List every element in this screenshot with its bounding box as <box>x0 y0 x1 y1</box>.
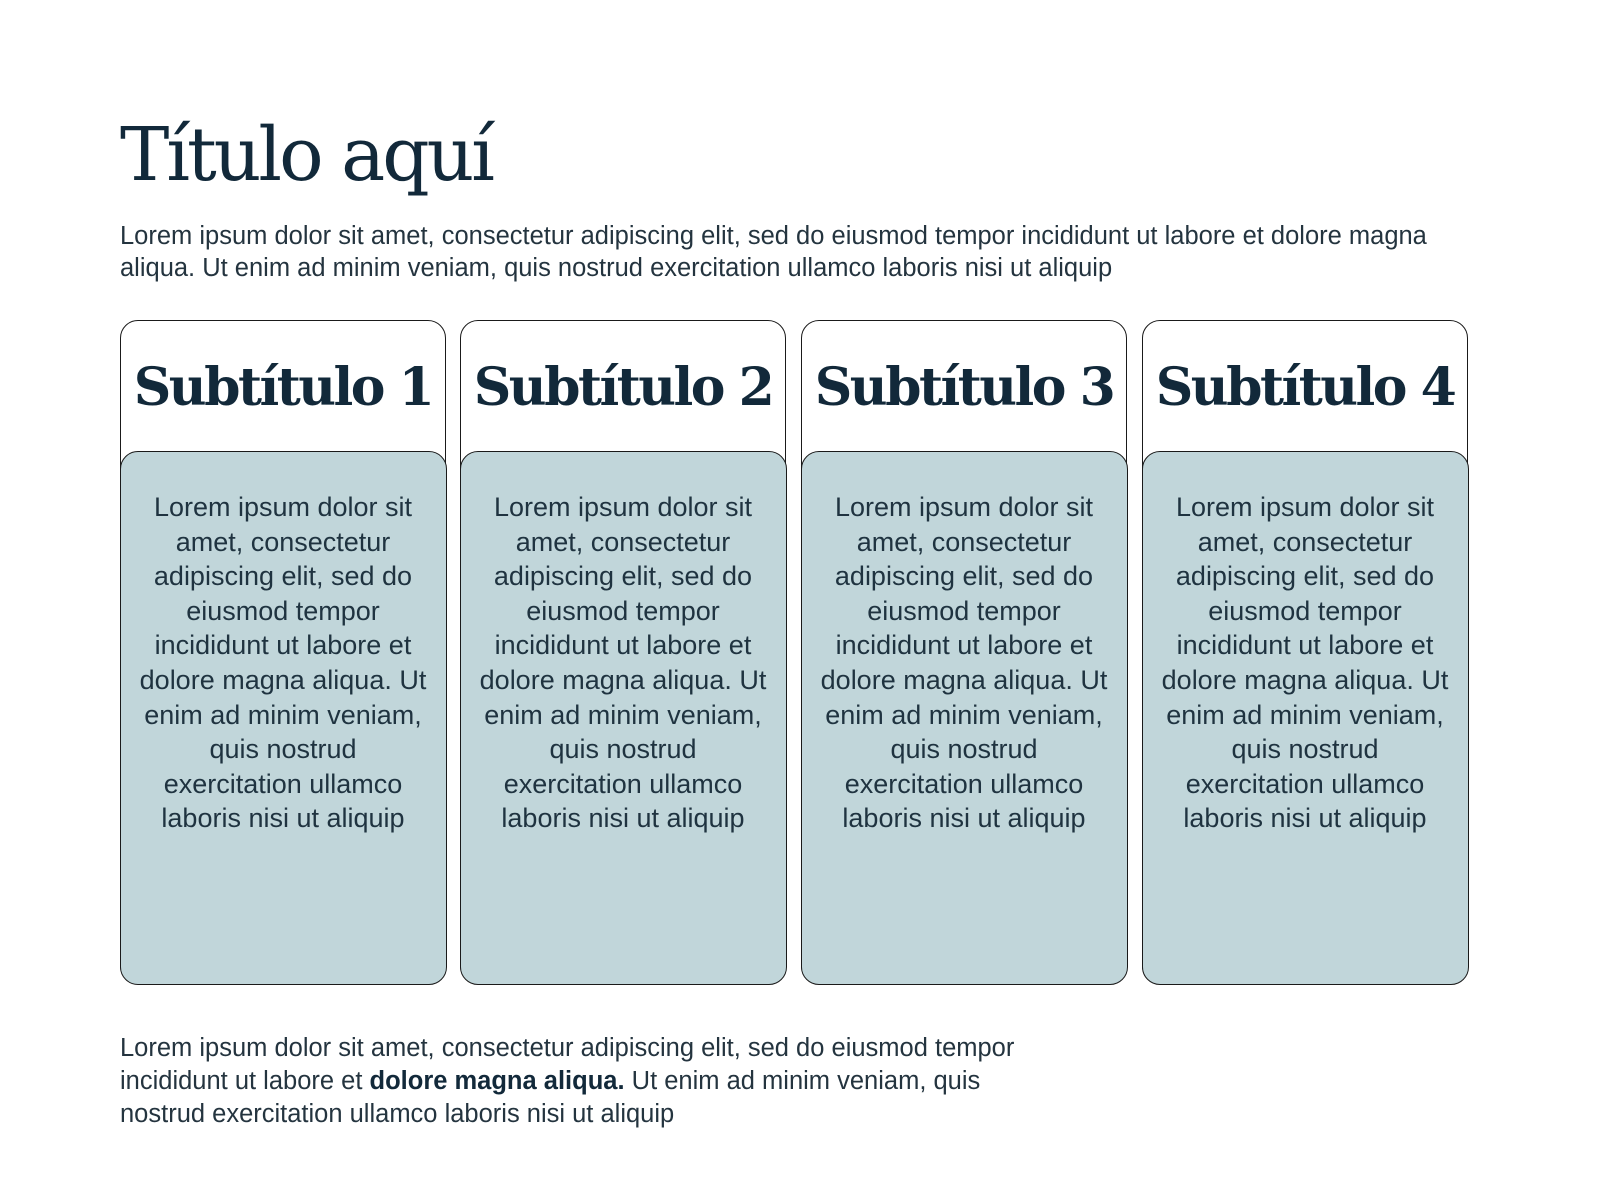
card-body-text: Lorem ipsum dolor sit amet, consectetur adipiscing elit, sed do eiusmod tempor incididunt ut labore et dolore magna aliqua. Ut enim ad minim veniam, quis nostrud exercitation ullamco laboris nisi ut aliquip <box>1142 451 1469 985</box>
card-body-text: Lorem ipsum dolor sit amet, consectetur adipiscing elit, sed do eiusmod tempor incididunt ut labore et dolore magna aliqua. Ut enim ad minim veniam, quis nostrud exercitation ullamco laboris nisi ut aliquip <box>801 451 1128 985</box>
footer-text-end: Ut enim ad minim veniam, quis nostrud exercitation ullamco laboris nisi ut aliquip <box>120 1067 981 1128</box>
card-3 <box>801 320 1127 984</box>
intro-paragraph: Lorem ipsum dolor sit amet, consectetur adipiscing elit, sed do eiusmod tempor incididunt ut labore et dolore magna aliqua. Ut enim ad minim veniam, quis nostrud exercitation ullamco laboris nisi ut aliquip <box>120 222 1427 282</box>
card-subtitle: Subtítulo 1 <box>133 356 433 418</box>
card-subtitle: Subtítulo 3 <box>814 356 1114 418</box>
card-2 <box>460 320 786 984</box>
footer-bold-text: dolore magna aliqua. <box>369 1067 625 1095</box>
card-body-text: Lorem ipsum dolor sit amet, consectetur adipiscing elit, sed do eiusmod tempor incididunt ut labore et dolore magna aliqua. Ut enim ad minim veniam, quis nostrud exercitation ullamco laboris nisi ut aliquip <box>460 451 787 985</box>
card-subtitle: Subtítulo 2 <box>473 356 773 418</box>
footer-text-start: Lorem ipsum dolor sit amet, consectetur adipiscing elit, sed do eiusmod tempor incididunt ut labore et <box>120 1034 1015 1095</box>
page-title: Título aquí <box>120 112 492 198</box>
card-row <box>120 320 1488 986</box>
footer-paragraph <box>120 1032 1060 1131</box>
card-body-text: Lorem ipsum dolor sit amet, consectetur adipiscing elit, sed do eiusmod tempor incididunt ut labore et dolore magna aliqua. Ut enim ad minim veniam, quis nostrud exercitation ullamco laboris nisi ut aliquip <box>120 451 447 985</box>
card-4 <box>1142 320 1468 984</box>
card-subtitle: Subtítulo 4 <box>1155 356 1455 418</box>
card-1 <box>120 320 446 984</box>
